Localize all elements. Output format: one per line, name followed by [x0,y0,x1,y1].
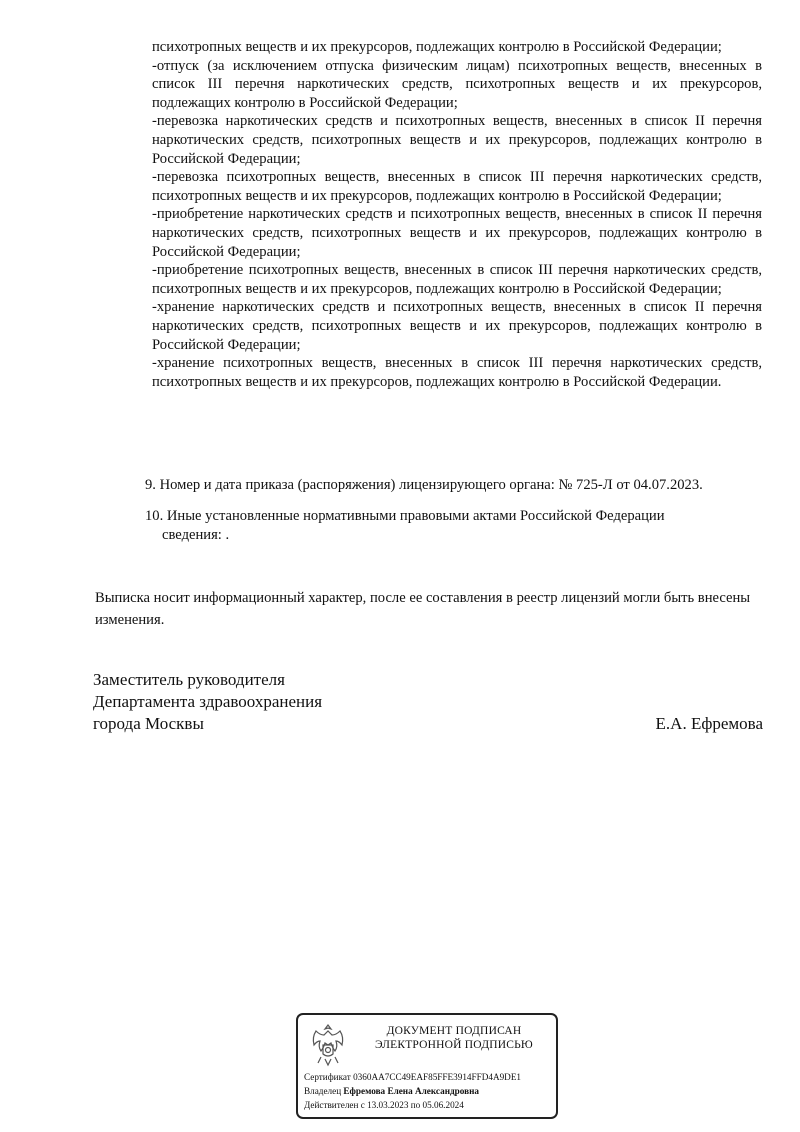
activity-item: -перевозка наркотических средств и психотропных веществ, внесенных в список II перечня наркотических средств, психотропных веществ и их прекурсоров, подлежащих контролю в Российской Федерации; [152,113,762,167]
certificate-line [304,1070,554,1084]
owner-value: Ефремова Елена Александровна [343,1086,479,1096]
licensed-activities-list [152,38,762,391]
certificate-value: 0360AA7CC49EAF85FFE3914FFD4A9DE1 [353,1072,522,1082]
activity-item: психотропных веществ и их прекурсоров, подлежащих контролю в Российской Федерации; [152,39,722,55]
stamp-title-line-1: ДОКУМЕНТ ПОДПИСАН [386,1025,522,1037]
item-10-line-2: сведения: . [162,526,230,543]
owner-label: Владелец [304,1086,342,1096]
item-9-order-number: 9. Номер и дата приказа (распоряжения) лицензирующего органа: № 725-Л от 04.07.2023. [145,477,703,493]
signatory-position-line-3: города Москвы [93,714,204,733]
item-10-other-info [145,507,745,544]
signatory-block [93,669,763,735]
owner-line [304,1084,554,1098]
activity-item: -приобретение психотропных веществ, внесенных в список III перечня наркотических средств, психотропных веществ и их прекурсоров, подлежащих контролю в Российской Федерации; [152,262,762,297]
item-10-line-1: 10. Иные установленные нормативными правовыми актами Российской Федерации [145,508,665,524]
electronic-signature-stamp [296,1013,558,1119]
validity-line: Действителен с 13.03.2023 по 05.06.2024 [304,1100,464,1110]
stamp-title [354,1024,554,1052]
stamp-details [304,1070,554,1112]
activity-item: -хранение наркотических средств и психотропных веществ, внесенных в список II перечня наркотических средств, психотропных веществ и их прекурсоров, подлежащих контролю в Российской Федерации; [152,299,762,353]
certificate-label: Сертификат [304,1072,351,1082]
activity-item: -приобретение наркотических средств и психотропных веществ, внесенных в список II перечня наркотических средств, психотропных веществ и их прекурсоров, подлежащих контролю в Российской Федерации; [152,206,762,260]
coat-of-arms-icon [308,1021,348,1067]
activity-item: -хранение психотропных веществ, внесенных в список III перечня наркотических средств, психотропных веществ и их прекурсоров, подлежащих контролю в Российской Федерации. [152,355,762,390]
signatory-position-line-2: Департамента здравоохранения [93,692,323,711]
stamp-title-line-2: ЭЛЕКТРОННОЙ ПОДПИСЬЮ [375,1039,533,1051]
disclaimer-note: Выписка носит информационный характер, после ее составления в реестр лицензий могли быть внесены изменения. [95,590,751,628]
activity-item: -перевозка психотропных веществ, внесенных в список III перечня наркотических средств, психотропных веществ и их прекурсоров, подлежащих контролю в Российской Федерации; [152,169,762,204]
activity-item: -отпуск (за исключением отпуска физическим лицам) психотропных веществ, внесенных в список III перечня наркотических средств, психотропных веществ и их прекурсоров, подлежащих контролю в Российской Федерации; [152,57,762,111]
signatory-name: Е.А. Ефремова [655,714,763,733]
signatory-position-line-1: Заместитель руководителя [93,670,285,689]
